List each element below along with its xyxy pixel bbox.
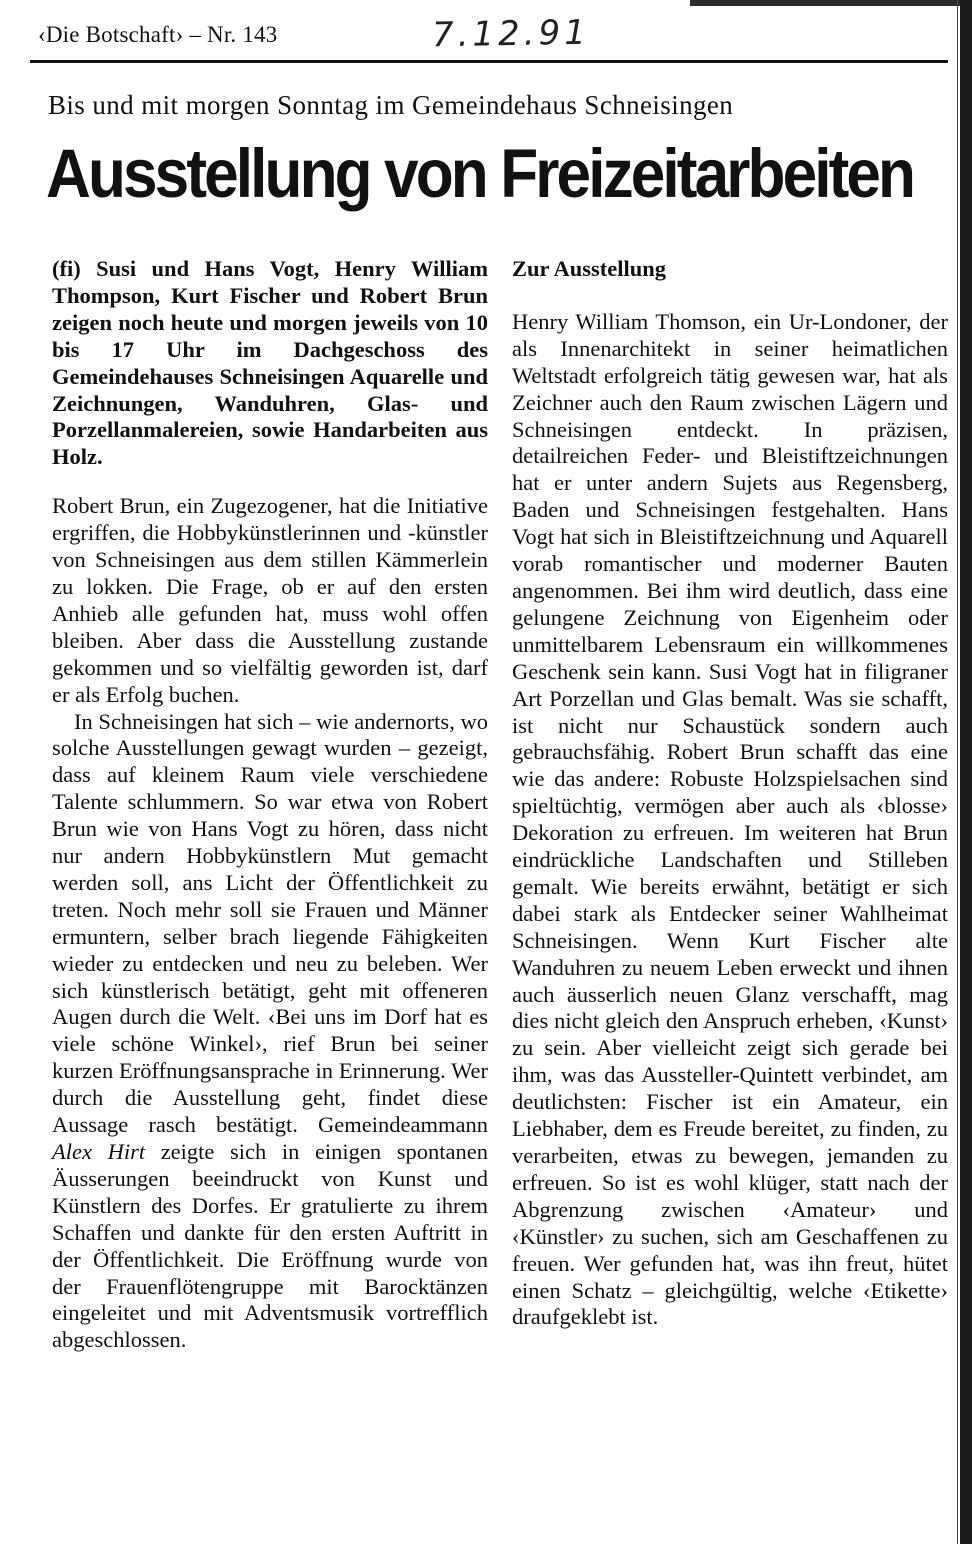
mayor-name: Alex Hirt: [52, 1139, 146, 1164]
body-paragraph-1: Robert Brun, ein Zugezogener, hat die Initiative ergriffen, die Hobbykünstlerinnen und -künstler von Schneisingen aus dem stillen Kämmerlein zu lokken. Die Frage, ob er auf den ersten Anhieb alle gefunden hat, muss wohl offen bleiben. Aber dass die Ausstellung zustande gekommen und so vielfältig geworden ist, darf er als Erfolg buchen.: [52, 493, 488, 707]
scan-edge-top: [690, 0, 972, 6]
article-lead: (fi) Susi und Hans Vogt, Henry William Thompson, Kurt Fischer und Robert Brun zeigen noch heute und morgen jeweils von 10 bis 17 Uhr im Dachgeschoss des Gemeindehauses Schneisingen Aquarelle und Zeichnungen, Wanduhren, Glas- und Porzellanmalereien, sowie Handarbeiten aus Holz.: [52, 256, 488, 470]
body-paragraph-2-part-a: In Schneisingen hat sich – wie andernorts, wo solche Ausstellungen gewagt wurden – gezeigt, dass auf kleinem Raum viele verschiedene Talente schlummern. So war etwa von Robert Brun wie von Hans Vogt zu hören, dass nicht nur andern Hobbykünstlern Mut gemacht werden soll, ans Licht der Öffentlichkeit zu treten. Noch mehr soll sie Frauen und Männer ermuntern, selber brach liegende Fähigkeiten wieder zu entdecken und neu zu beleben. Wer sich künstlerisch betätigt, geht mit offeneren Augen durch die Welt. ‹Bei uns im Dorf hat es viele schöne Winkel›, rief Brun bei seiner kurzen Eröffnungsansprache in Erinnerung. Wer durch die Ausstellung geht, findet diese Aussage rasch bestätigt. Gemeindeammann: [52, 708, 488, 1138]
article-kicker: Bis und mit morgen Sonntag im Gemeindehaus Schneisingen: [48, 90, 734, 120]
subheading: Zur Ausstellung: [512, 256, 667, 281]
right-paragraph: Henry William Thomson, ein Ur-Londoner, der als Innenarchitekt in seiner heimatlichen Weltstadt erfolgreich tätig gewesen war, hat als Zeichner auch den Raum zwischen Lägern und Schneisingen entdeckt. In präzisen, detailreichen Feder- und Bleistiftzeichnungen hat er unter andern Sujets aus Regensberg, Baden und Schneisingen festgehalten. Hans Vogt hat sich in Bleistiftzeichnung und Aquarell vorab romantischer und moderner Bauten angenommen. Bei ihm wird deutlich, dass eine gelungene Zeichnung von Eigenheim oder unmittelbarem Lebensraum ein willkommenes Geschenk sein kann. Susi Vogt hat in filigraner Art Porzellan und Glas bemalt. Was sie schafft, ist nicht nur Schaustück sondern auch gebrauchsfähig. Robert Brun schafft das eine wie das andere: Robuste Holzspielsachen sind spieltüchtig, vermögen aber auch als ‹blosse› Dekoration zu erfreuen. Im weiteren hat Brun eindrückliche Landschaften und Stilleben gemalt. Wie bereits erwähnt, betätigt er sich dabei stark als Entdecker seiner Wahlheimat Schneisingen. Wenn Kurt Fischer alte Wanduhren zu neuem Leben erweckt und ihnen auch äusserlich neuen Glanz verschafft, mag dies nicht gleich den Anspruch erheben, ‹Kunst› zu sein. Aber vielleicht zeigt sich gerade bei ihm, was das Aussteller-Quintett verbindet, am deutlichsten: Fischer ist ein Amateur, ein Liebhaber, dem es Freude bereitet, zu finden, zu verarbeiten, etwas zu bewegen, jemanden zu erfreuen. So ist es wohl klüger, statt nach der Abgrenzung zwischen ‹Amateur› und ‹Künstler› zu suchen, sich am Geschaffenen zu freuen. Wer gefunden hat, was ihn freut, hütet einen Schatz – gleichgültig, welche ‹Etikette› draufgeklebt ist.: [512, 308, 948, 1330]
left-column: [52, 256, 488, 1354]
right-column: [512, 256, 948, 1331]
publication-header: ‹Die Botschaft› – Nr. 143: [38, 22, 278, 47]
body-paragraph-2: [52, 709, 488, 1355]
body-paragraph-2-part-b: zeigte sich in einigen spontanen Äusserungen beeindruckt von Kunst und Künstlern des Dorfes. Er gratulierte zu ihrem Schaffen und dankte für den ersten Auftritt in der Öffentlichkeit. Die Eröffnung wurde von der Frauenflötengruppe mit Barocktänzen eingeleitet und mit Adventsmusik vortrefflich abgeschlossen.: [52, 1139, 488, 1353]
scan-edge-right: [960, 0, 972, 1544]
article-headline: Ausstellung von Freizeitarbeiten: [46, 135, 914, 212]
handwritten-date: 7.12.91: [431, 12, 591, 56]
header-rule: [30, 60, 948, 63]
scan-edge-line: [957, 0, 958, 1544]
